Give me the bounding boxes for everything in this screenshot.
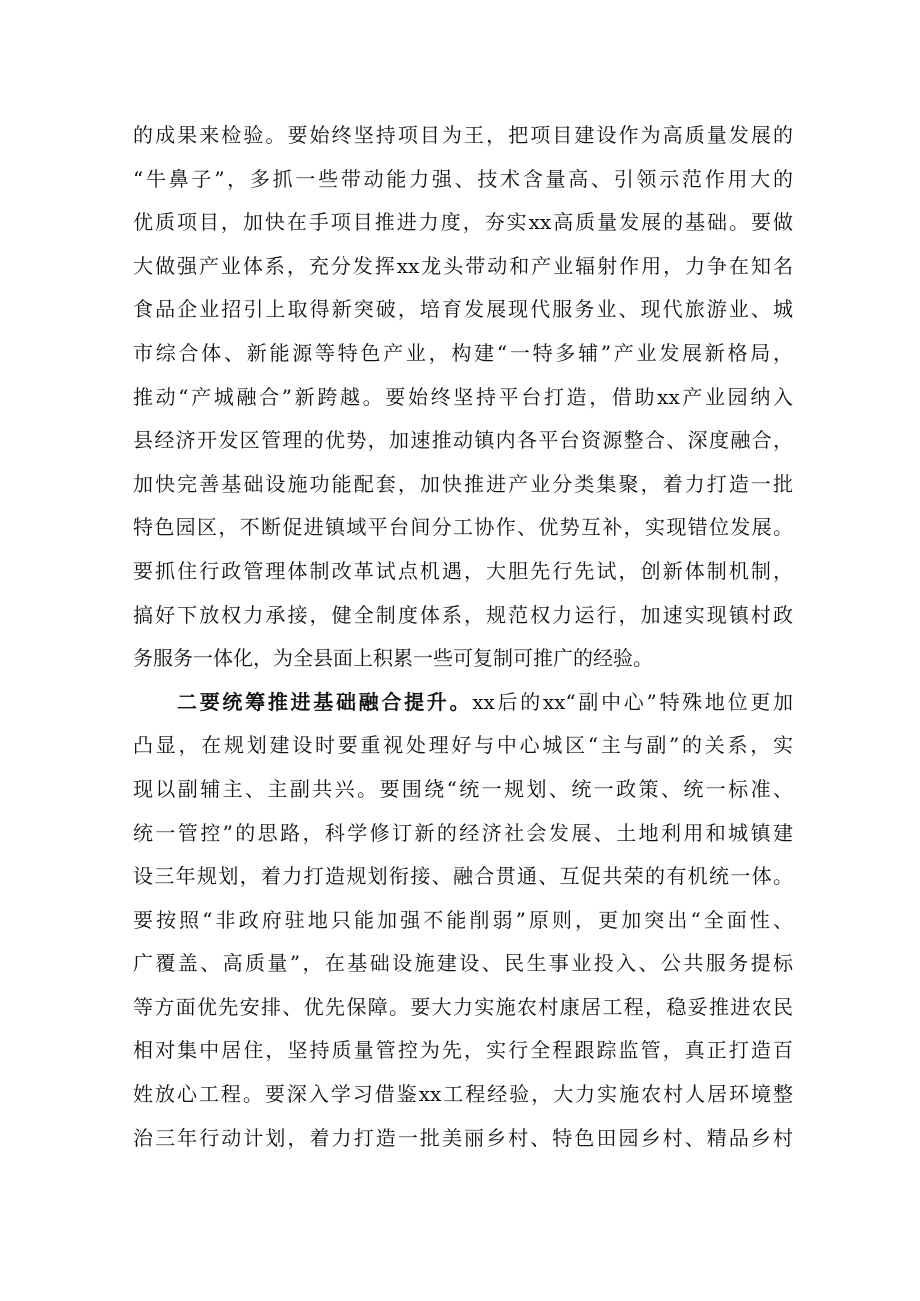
text-line: 市综合体、新能源等特色产业，构建“一特多辅”产业发展新格局，	[133, 340, 793, 365]
text-line: 统一管控”的思路，科学修订新的经济社会发展、土地利用和城镇建	[133, 820, 793, 845]
text-line: 县经济开发区管理的优势，加速推动镇内各平台资源整合、深度融合，	[133, 428, 793, 453]
text-line: 等方面优先安排、优先保障。要大力实施农村康居工程，稳妥推进农民	[133, 994, 793, 1019]
text-line: 加快完善基础设施功能配套，加快推进产业分类集聚，着力打造一批	[133, 471, 793, 496]
text-line: 优质项目，加快在手项目推进力度，夯实xx高质量发展的基础。要做	[133, 210, 793, 235]
text-line: 的成果来检验。要始终坚持项目为王，把项目建设作为高质量发展的	[133, 123, 793, 147]
text-line: 食品企业招引上取得新突破，培育发展现代服务业、现代旅游业、城	[133, 297, 793, 322]
text-line: 搞好下放权力承接，健全制度体系，规范权力运行，加速实现镇村政	[133, 602, 793, 627]
text-line: 姓放心工程。要深入学习借鉴xx工程经验，大力实施农村人居环境整	[133, 1082, 793, 1107]
text-span: xx后的xx“副中心”特殊地位更加	[472, 689, 793, 714]
paragraph-first-line	[133, 681, 793, 725]
body-text	[133, 114, 793, 1160]
text-line: 设三年规划，着力打造规划衔接、融合贯通、互促共荣的有机统一体。	[133, 864, 793, 889]
text-line: 务服务一体化，为全县面上积累一些可复制可推广的经验。	[133, 646, 653, 671]
text-line: “牛鼻子”，多抓一些带动能力强、技术含量高、引领示范作用大的	[133, 166, 793, 191]
text-line: 现以副辅主、主副共兴。要围绕“统一规划、统一政策、统一标准、	[133, 776, 793, 801]
text-line: 广覆盖、高质量”，在基础设施建设、民生事业投入、公共服务提标	[133, 951, 793, 976]
text-line: 要抓住行政管理体制改革试点机遇，大胆先行先试，创新体制机制，	[133, 558, 793, 583]
paragraph-2	[133, 681, 793, 1161]
text-line: 要按照“非政府驻地只能加强不能削弱”原则，更加突出“全面性、	[133, 907, 793, 932]
section-heading: 二要统筹推进基础融合提升。	[177, 689, 473, 714]
text-line: 大做强产业体系，充分发挥xx龙头带动和产业辐射作用，力争在知名	[133, 253, 793, 278]
text-line: 相对集中居住，坚持质量管控为先，实行全程跟踪监管，真正打造百	[133, 1038, 793, 1063]
text-line: 凸显，在规划建设时要重视处理好与中心城区“主与副”的关系，实	[133, 733, 793, 758]
text-line: 特色园区，不断促进镇域平台间分工协作、优势互补，实现错位发展。	[133, 515, 793, 540]
paragraph-1	[133, 114, 793, 681]
text-line: 推动“产城融合”新跨越。要始终坚持平台打造，借助xx产业园纳入	[133, 384, 793, 409]
text-line: 治三年行动计划，着力打造一批美丽乡村、特色田园乡村、精品乡村	[133, 1125, 793, 1150]
